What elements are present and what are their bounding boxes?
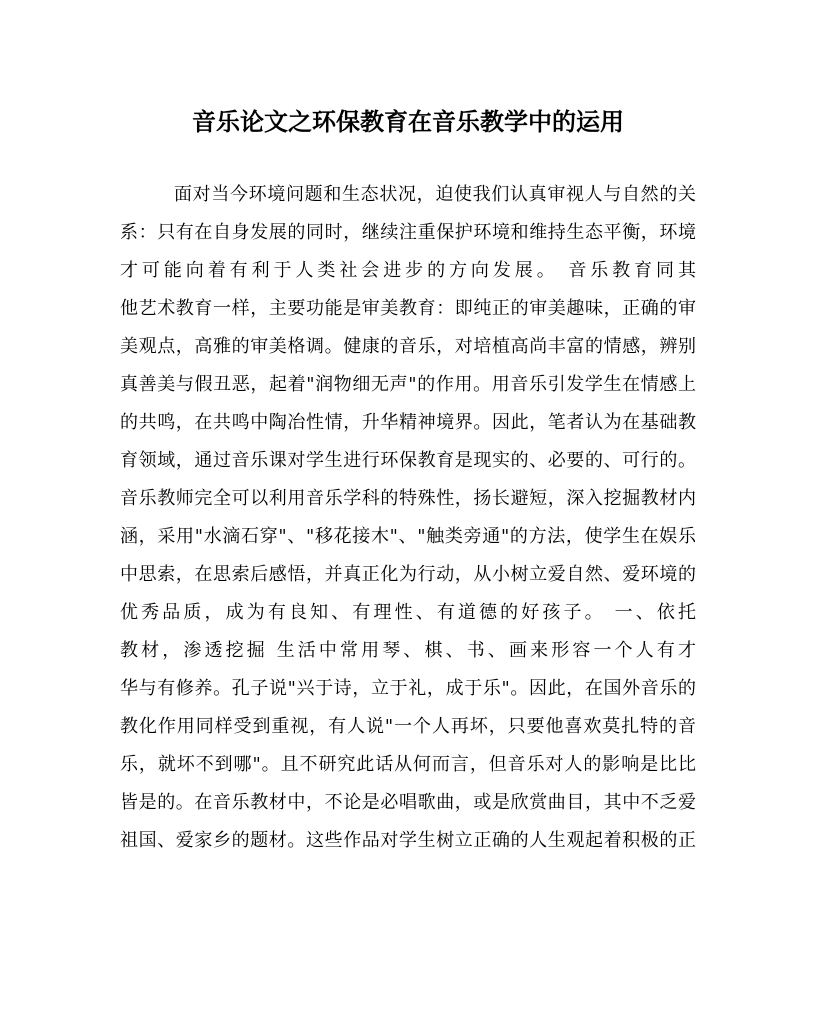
paragraph-line: 教化作用同样受到重视，有人说"一个人再坏，只要他喜欢莫扎特的音 <box>120 716 696 737</box>
paragraph-line: 皆是的。在音乐教材中，不论是必唱歌曲，或是欣赏曲目，其中不乏爱 <box>120 792 696 813</box>
paragraph-line: 他艺术教育一样，主要功能是审美教育：即纯正的审美趣味，正确的审 <box>120 298 696 319</box>
paragraph-line: 美观点，高雅的审美格调。健康的音乐，对培植高尚丰富的情感，辨别 <box>120 336 696 357</box>
paragraph-line: 教材，渗透挖掘 生活中常用琴、棋、书、画来形容一个人有才 <box>120 640 696 661</box>
paragraph-line: 祖国、爱家乡的题材。这些作品对学生树立正确的人生观起着积极的正 <box>120 830 696 851</box>
body-text <box>120 176 696 860</box>
paragraph-line: 的共鸣，在共鸣中陶冶性情，升华精神境界。因此，笔者认为在基础教 <box>120 412 696 433</box>
paragraph-line: 优秀品质，成为有良知、有理性、有道德的好孩子。 一、依托 <box>120 602 696 623</box>
paragraph-line: 育领域，通过音乐课对学生进行环保教育是现实的、必要的、可行的。 <box>120 450 696 471</box>
paragraph-line: 涵，采用"水滴石穿"、"移花接木"、"触类旁通"的方法，使学生在娱乐 <box>120 526 696 547</box>
paragraph-line: 乐，就坏不到哪"。且不研究此话从何而言，但音乐对人的影响是比比 <box>120 754 696 775</box>
paragraph-line: 中思索，在思索后感悟，并真正化为行动，从小树立爱自然、爱环境的 <box>120 564 696 585</box>
paragraph-line: 系：只有在自身发展的同时，继续注重保护环境和维持生态平衡，环境 <box>120 222 696 243</box>
document-title: 音乐论文之环保教育在音乐教学中的运用 <box>192 107 624 136</box>
paragraph-line: 音乐教师完全可以利用音乐学科的特殊性，扬长避短，深入挖掘教材内 <box>120 488 696 509</box>
paragraph-line: 面对当今环境问题和生态状况，迫使我们认真审视人与自然的关 <box>174 184 696 205</box>
paragraph-line: 真善美与假丑恶，起着"润物细无声"的作用。用音乐引发学生在情感上 <box>120 374 696 395</box>
paragraph-line: 华与有修养。孔子说"兴于诗，立于礼，成于乐"。因此，在国外音乐的 <box>120 678 696 699</box>
paragraph-line: 才可能向着有利于人类社会进步的方向发展。 音乐教育同其 <box>120 260 696 281</box>
